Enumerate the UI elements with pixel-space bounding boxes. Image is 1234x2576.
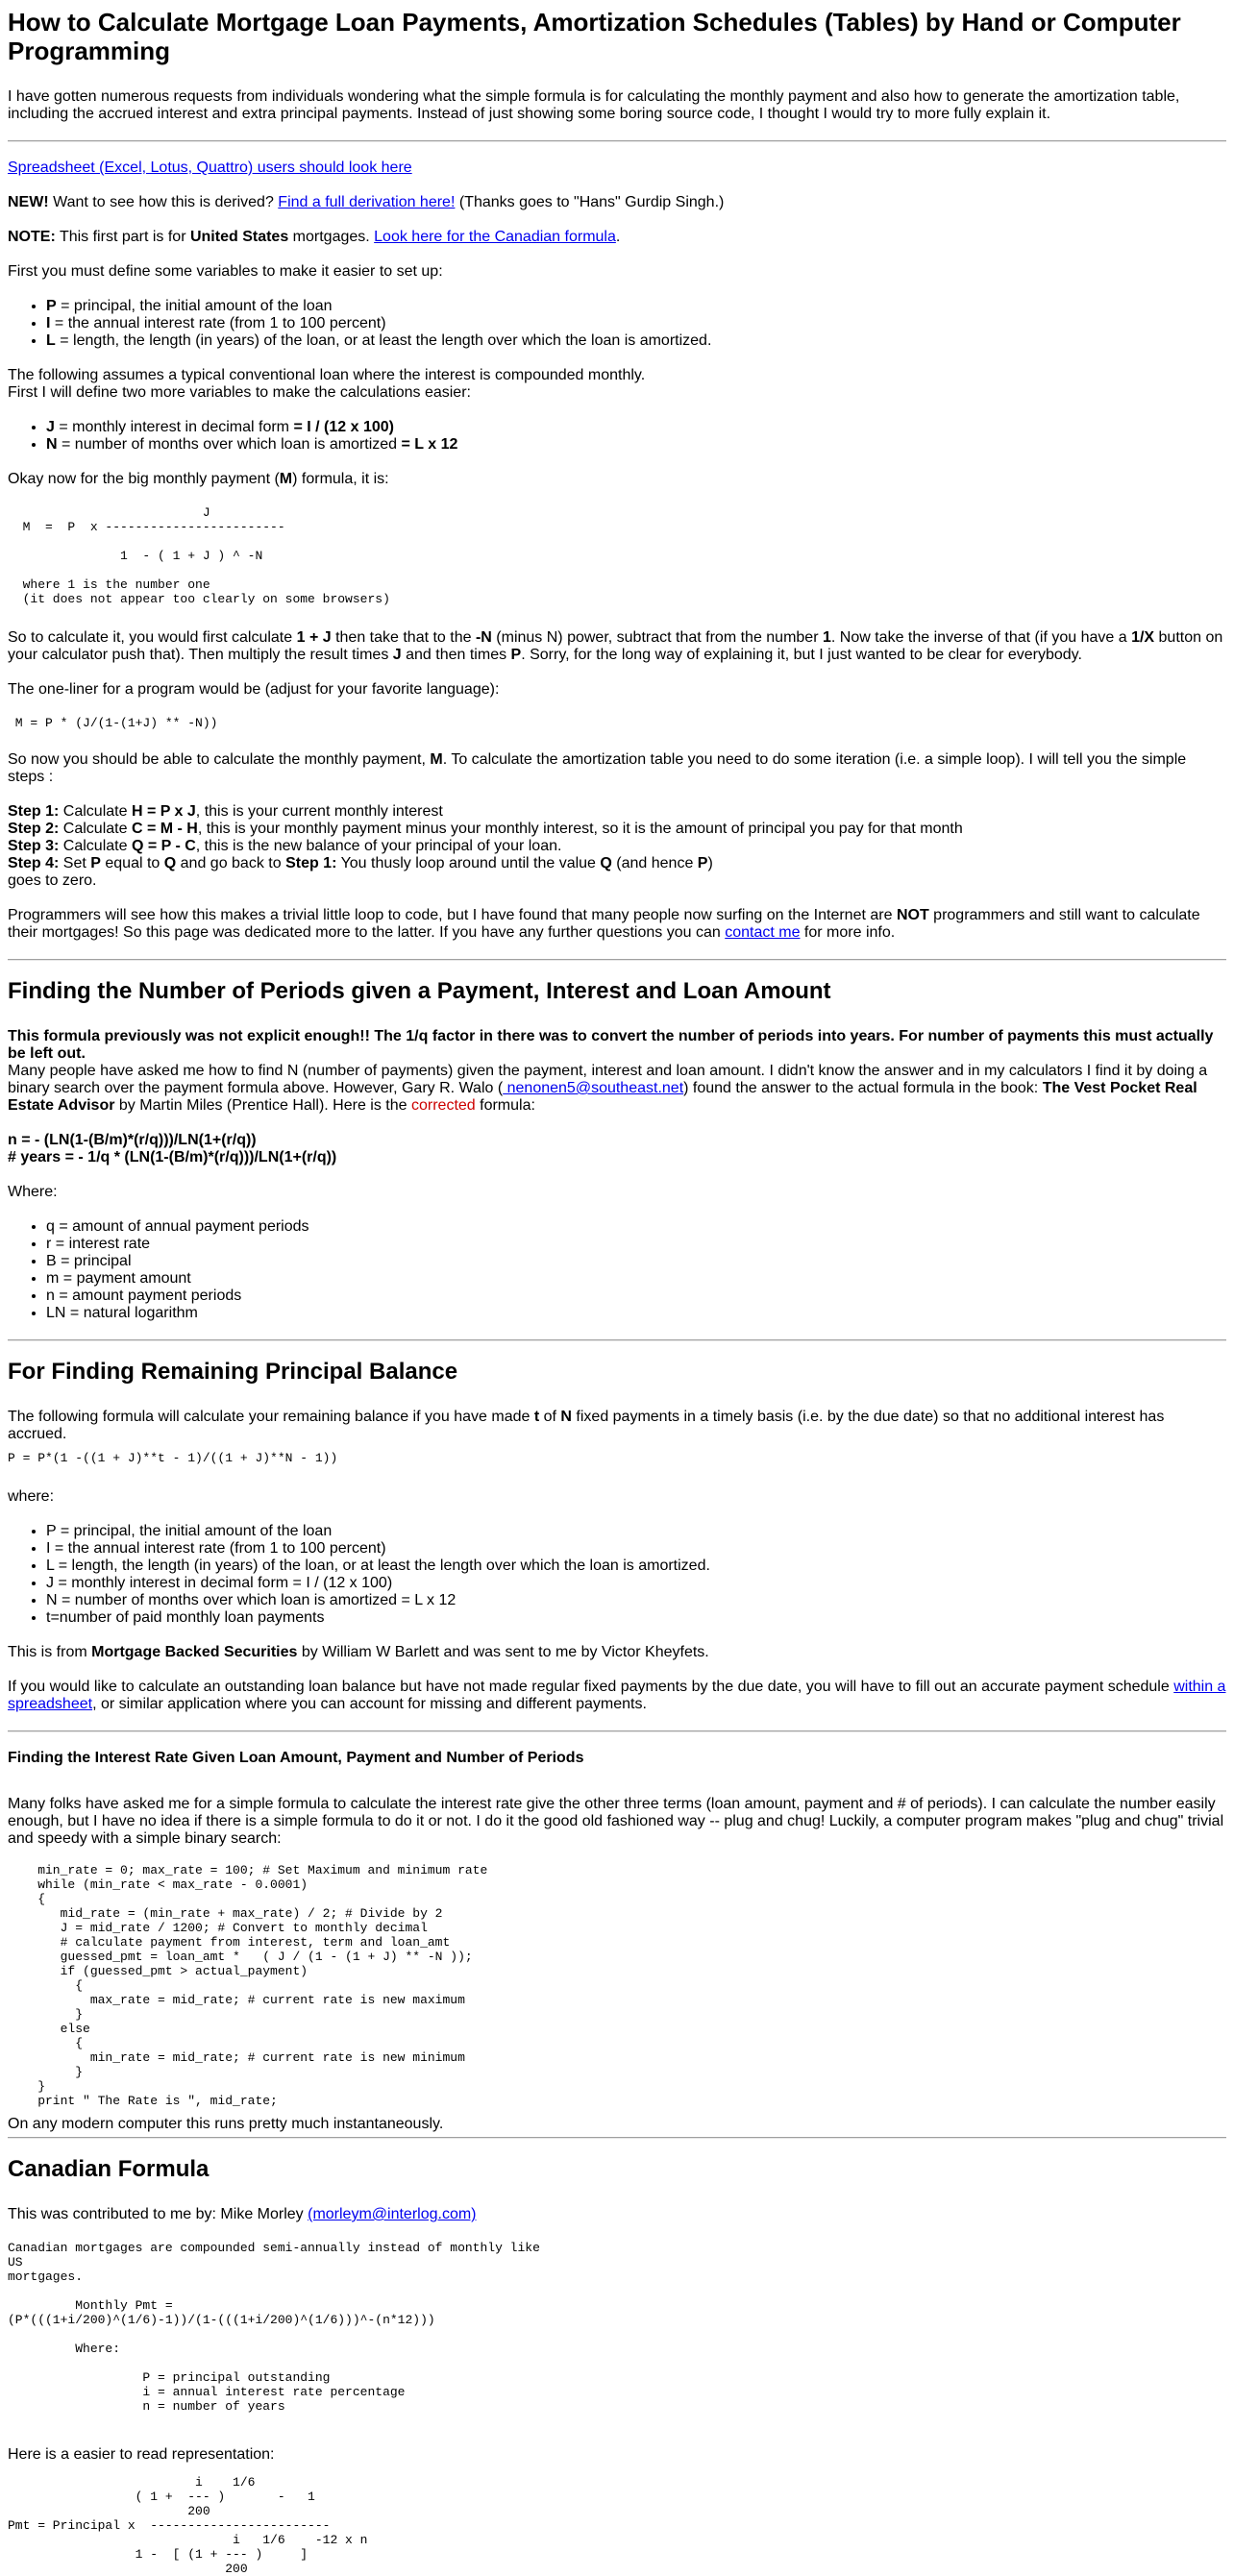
var-key: L xyxy=(46,332,56,349)
text-run: then take that to the xyxy=(331,629,476,646)
text-run: Calculate xyxy=(59,838,132,854)
iter-pre: So now you should be able to calculate the monthly payment, xyxy=(8,751,431,768)
book-title: The Vest Pocket Real Estate Advisor xyxy=(8,1080,1197,1114)
rate-code: min_rate = 0; max_rate = 100; # Set Maximum and minimum rate while (min_rate < max_rate - 0.0001) { mid_rate = (min_rate + max_rate) / 2; # Divide by 2 J = mid_rate / 1200; # Convert to monthly decimal # calculate payment from interest, term and loan_amt guessed_pmt = loan_amt * ( J / (1 - (1 + J) ** -N )); if (guessed_pmt > actual_payment) { max_rate = mid_rate; # current rate is new maximum } else { min_rate = mid_rate; # current rate is new minimum } } print " The Rate is ", mid_rate; xyxy=(37,1863,488,2108)
page-title: How to Calculate Mortgage Loan Payments, Amortization Schedules (Tables) by Hand or Computer Programming xyxy=(8,8,1181,65)
divider xyxy=(8,959,1226,961)
list-item: • r = interest rate xyxy=(46,1236,1226,1253)
payment-formula-block: J M = P x ------------------------ 1 - ( 1 + J ) ^ -N where 1 is the number one (it does not appear too clearly on some browsers) xyxy=(22,505,390,606)
bold-term: P xyxy=(90,855,101,871)
text-run: Calculate xyxy=(59,803,132,820)
n-formula: n = - (LN(1-(B/m)*(r/q)))/LN(1+(r/q)) xyxy=(8,1132,257,1148)
bold-term: P xyxy=(697,855,708,871)
rate-paragraph: Many folks have asked me for a simple formula to calculate the interest rate give the other three terms (loan amount, payment and # of periods). I can calculate the number easily enough, but I have no idea if there is a simple formula to do it or not. I do it the good old fashioned way -- plug and chug! Luckily, a computer program makes "plug and chug" trivial and speedy with a simple binary search: xyxy=(8,1796,1224,1847)
iter-post: . To calculate the amortization table you need to do some iteration (i.e. a simple loop). I will tell you the simple steps : xyxy=(8,751,1187,785)
from-book: Mortgage Backed Securities xyxy=(91,1644,298,1660)
var-desc: = the annual interest rate (from 1 to 100 percent) xyxy=(50,315,386,331)
programmers-paragraph xyxy=(8,907,1226,942)
spreadsheet-paragraph xyxy=(8,159,1226,177)
list-item: • q = amount of annual payment periods xyxy=(46,1218,1226,1236)
remaining-where-list xyxy=(8,1523,1226,1627)
steps-end: goes to zero. xyxy=(8,872,97,889)
bold-term: Q = P - C xyxy=(131,838,196,854)
list-item xyxy=(46,436,1226,454)
list-item: • B = principal xyxy=(46,1253,1226,1270)
source-paragraph xyxy=(8,1644,1226,1661)
new-label: NEW! xyxy=(8,194,49,210)
var-desc: = length, the length (in years) of the loan, or at least the length over which the loan is amortized. xyxy=(55,332,712,349)
text-run: (and hence xyxy=(611,855,698,871)
text-run: and go back to xyxy=(176,855,286,871)
outstanding-post: , or similar application where you can account for missing and different payments. xyxy=(92,1696,647,1712)
text-run: . Now take the inverse of that (if you have a xyxy=(830,629,1132,646)
bold-term: P xyxy=(510,647,522,663)
periods-text: ) found the answer to the actual formula in the book: xyxy=(683,1080,1043,1096)
list-item: • N = number of months over which loan is amortized = L x 12 xyxy=(46,1592,1226,1609)
list-item xyxy=(46,315,1226,332)
section-title-periods: Finding the Number of Periods given a Payment, Interest and Loan Amount xyxy=(8,978,831,1004)
calc-explanation xyxy=(8,629,1226,664)
prog-end: for more info. xyxy=(800,924,896,941)
var-formula: = L x 12 xyxy=(401,436,458,453)
divider xyxy=(8,1730,1226,1732)
divider xyxy=(8,2137,1226,2139)
bold-term: 1 xyxy=(822,629,831,646)
list-item: • t=number of paid monthly loan payments xyxy=(46,1609,1226,1627)
outstanding-pre: If you would like to calculate an outstanding loan balance but have not made regular fixed payments by the due date, you will have to fill out an accurate payment schedule xyxy=(8,1679,1174,1695)
list-item xyxy=(46,332,1226,350)
payment-formula-intro xyxy=(8,471,1226,488)
contributor-paragraph xyxy=(8,2206,1226,2223)
bold-term: -N xyxy=(475,629,492,646)
assumes-line-2: First I will define two more variables to make the calculations easier: xyxy=(8,384,471,401)
list-item: • n = amount payment periods xyxy=(46,1288,1226,1305)
contact-link[interactable]: contact me xyxy=(725,924,801,941)
text-run: ) xyxy=(707,855,713,871)
prog-pre: Programmers will see how this makes a trivial little loop to code, but I have found that many people now surfing on the Internet are xyxy=(8,907,897,923)
prog-mid: programmers and still want to calculate their mortgages! So this page was dedicated more to the latter. If you have any further questions you can xyxy=(8,907,1200,941)
periods-where-list xyxy=(8,1218,1226,1322)
list-item: • J = monthly interest in decimal form = I / (12 x 100) xyxy=(46,1575,1226,1592)
oneliner-intro: The one-liner for a program would be (adjust for your favorite language): xyxy=(8,681,500,698)
var-desc: = monthly interest in decimal form xyxy=(54,419,294,435)
canadian-formula-link[interactable]: Look here for the Canadian formula xyxy=(374,229,616,245)
walo-email-link[interactable]: nenonen5@southeast.net xyxy=(503,1080,684,1096)
var-desc: = principal, the initial amount of the loan xyxy=(56,298,333,314)
note-paragraph xyxy=(8,229,1226,246)
canadian-code: Canadian mortgages are compounded semi-annually instead of monthly like US mortgages. Monthly Pmt = (P*(((1+i/200)^(1/6)-1))/(1-(((1+i/200)^(1/6)))^-(n*12))) Where: P = principal outstanding i = annual interest rate percentage n = number of years xyxy=(8,2241,540,2414)
list-item xyxy=(46,298,1226,315)
prog-not: NOT xyxy=(896,907,929,923)
okay-post: ) formula, it is: xyxy=(292,471,389,487)
from-post: by William W Barlett and was sent to me by Victor Kheyfets. xyxy=(297,1644,709,1660)
bold-term: Q xyxy=(600,855,612,871)
rem-post: fixed payments in a timely basis (i.e. by the due date) so that no additional interest has accrued. xyxy=(8,1409,1165,1442)
bold-term: 1 + J xyxy=(296,629,332,646)
section-title-canadian: Canadian Formula xyxy=(8,2156,210,2182)
note-us: United States xyxy=(189,229,289,245)
text-run: button on your calculator push that). Then multiply the result times xyxy=(8,629,1223,663)
text-run: and then times xyxy=(401,647,511,663)
years-formula: # years = - 1/q * (LN(1-(B/m)*(r/q)))/LN(1+(r/q)) xyxy=(8,1149,337,1165)
bold-term: J xyxy=(392,647,402,663)
variables-list xyxy=(8,298,1226,350)
new-text: Want to see how this is derived? xyxy=(48,194,279,210)
rem-t: t xyxy=(533,1409,540,1425)
var-key: I xyxy=(46,315,51,331)
text-run: , this is your monthly payment minus your monthly interest, so it is the amount of principal you pay for that month xyxy=(197,821,963,837)
where-label: where: xyxy=(8,1488,55,1505)
divider xyxy=(8,1339,1226,1341)
var-key: P xyxy=(46,298,57,314)
okay-m: M xyxy=(279,471,293,487)
remaining-code: P = P*(1 -((1 + J)**t - 1)/((1 + J)**N - 1)) xyxy=(8,1451,338,1465)
note-label: NOTE: xyxy=(8,229,56,245)
text-run: , this is your current monthly interest xyxy=(195,803,443,820)
rem-n: N xyxy=(560,1409,572,1425)
more-variables-list xyxy=(8,419,1226,454)
bold-term: Step 3: xyxy=(8,838,60,854)
corrected-word: corrected xyxy=(410,1097,476,1114)
instant-text: On any modern computer this runs pretty much instantaneously. xyxy=(8,2116,444,2132)
text-run: equal to xyxy=(100,855,164,871)
section-title-remaining: For Finding Remaining Principal Balance xyxy=(8,1359,458,1385)
note-text: This first part is for xyxy=(55,229,190,245)
bold-term: Step 1: xyxy=(8,803,60,820)
intro-paragraph: I have gotten numerous requests from individuals wondering what the simple formula is for calculating the monthly payment and also how to generate the amortization table, including the accrued interest and extra principal payments. Instead of just showing some boring source code, I thought I would try to more fully explain it. xyxy=(8,88,1180,122)
list-item: • P = principal, the initial amount of the loan xyxy=(46,1523,1226,1540)
assumes-paragraph xyxy=(8,367,1226,402)
list-item: • L = length, the length (in years) of the loan, or at least the length over which the loan is amortized. xyxy=(46,1558,1226,1575)
iter-m: M xyxy=(430,751,443,768)
outstanding-paragraph xyxy=(8,1679,1226,1713)
remaining-paragraph xyxy=(8,1409,1226,1443)
periods-warning: This formula previously was not explicit enough!! The 1/q factor in there was to convert the number of periods into years. For number of payments this must actually be left out. xyxy=(8,1028,1214,1062)
step-line xyxy=(8,821,963,837)
list-item: • I = the annual interest rate (from 1 to 100 percent) xyxy=(46,1540,1226,1558)
contrib-pre: This was contributed to me by: Mike Morley xyxy=(8,2206,308,2222)
bold-term: C = M - H xyxy=(131,821,198,837)
periods-paragraph xyxy=(8,1028,1226,1115)
var-key: N xyxy=(46,436,58,453)
oneliner-code: M = P * (J/(1-(1+J) ** -N)) xyxy=(8,716,218,730)
note-text-2: mortgages. xyxy=(288,229,375,245)
periods-text: formula: xyxy=(475,1097,535,1114)
rem-pre: The following formula will calculate your remaining balance if you have made xyxy=(8,1409,534,1425)
derivation-link[interactable]: Find a full derivation here! xyxy=(278,194,456,210)
rem-of: of xyxy=(539,1409,561,1425)
text-run: , this is the new balance of your principal of your loan. xyxy=(195,838,562,854)
bold-term: Q xyxy=(163,855,177,871)
text-run: (minus N) power, subtract that from the number xyxy=(491,629,823,646)
section-title-rate: Finding the Interest Rate Given Loan Amount, Payment and Number of Periods xyxy=(8,1750,584,1766)
where-label: Where: xyxy=(8,1184,58,1200)
bold-term: 1/X xyxy=(1131,629,1155,646)
text-run: So to calculate it, you would first calculate xyxy=(8,629,297,646)
periods-text: by Martin Miles (Prentice Hall). Here is the xyxy=(114,1097,411,1114)
define-vars-text: First you must define some variables to make it easier to set up: xyxy=(8,263,443,280)
spreadsheet-schedule-link[interactable]: within a spreadsheet xyxy=(8,1679,1226,1712)
steps-block xyxy=(8,803,1226,890)
bold-term: Step 4: xyxy=(8,855,60,871)
list-item: • LN = natural logarithm xyxy=(46,1305,1226,1322)
new-derivation-paragraph xyxy=(8,194,1226,211)
text-run: Set xyxy=(59,855,91,871)
easier-code: i 1/6 ( 1 + --- ) - 1 200 Pmt = Principal x ------------------------ i 1/6 -12 x n 1 - [ (1 + --- ) ] 200 xyxy=(8,2475,368,2576)
assumes-line-1: The following assumes a typical conventional loan where the interest is compounded monthly. xyxy=(8,367,646,383)
okay-pre: Okay now for the big monthly payment ( xyxy=(8,471,280,487)
var-desc: = number of months over which loan is amortized xyxy=(57,436,402,453)
step-line xyxy=(8,855,713,871)
text-run: Calculate xyxy=(59,821,132,837)
list-item: • m = payment amount xyxy=(46,1270,1226,1288)
var-key: J xyxy=(46,419,55,435)
list-item xyxy=(46,419,1226,436)
bold-term: Step 2: xyxy=(8,821,60,837)
periods-formulas xyxy=(8,1132,1226,1166)
text-run: You thusly loop around until the value xyxy=(336,855,601,871)
divider xyxy=(8,140,1226,142)
bold-term: H = P x J xyxy=(131,803,196,820)
new-thanks: (Thanks goes to "Hans" Gurdip Singh.) xyxy=(455,194,725,210)
easier-text: Here is a easier to read representation: xyxy=(8,2446,275,2463)
step-line xyxy=(8,803,443,820)
var-formula: = I / (12 x 100) xyxy=(293,419,394,435)
note-end: . xyxy=(615,229,621,245)
iteration-intro xyxy=(8,751,1226,786)
step-line xyxy=(8,838,561,854)
morley-email-link[interactable]: (morleym@interlog.com) xyxy=(308,2206,477,2222)
periods-text: Many people have asked me how to find N (number of payments) given the payment, interest and loan amount. I didn't know the answer and in my calculators I find it by doing a binary search over the payment formula above. However, Gary R. Walo ( xyxy=(8,1063,1208,1096)
text-run: . Sorry, for the long way of explaining it, but I just wanted to be clear for everybody. xyxy=(521,647,1082,663)
bold-term: Step 1: xyxy=(285,855,337,871)
spreadsheet-link[interactable]: Spreadsheet (Excel, Lotus, Quattro) users should look here xyxy=(8,159,412,176)
from-pre: This is from xyxy=(8,1644,92,1660)
